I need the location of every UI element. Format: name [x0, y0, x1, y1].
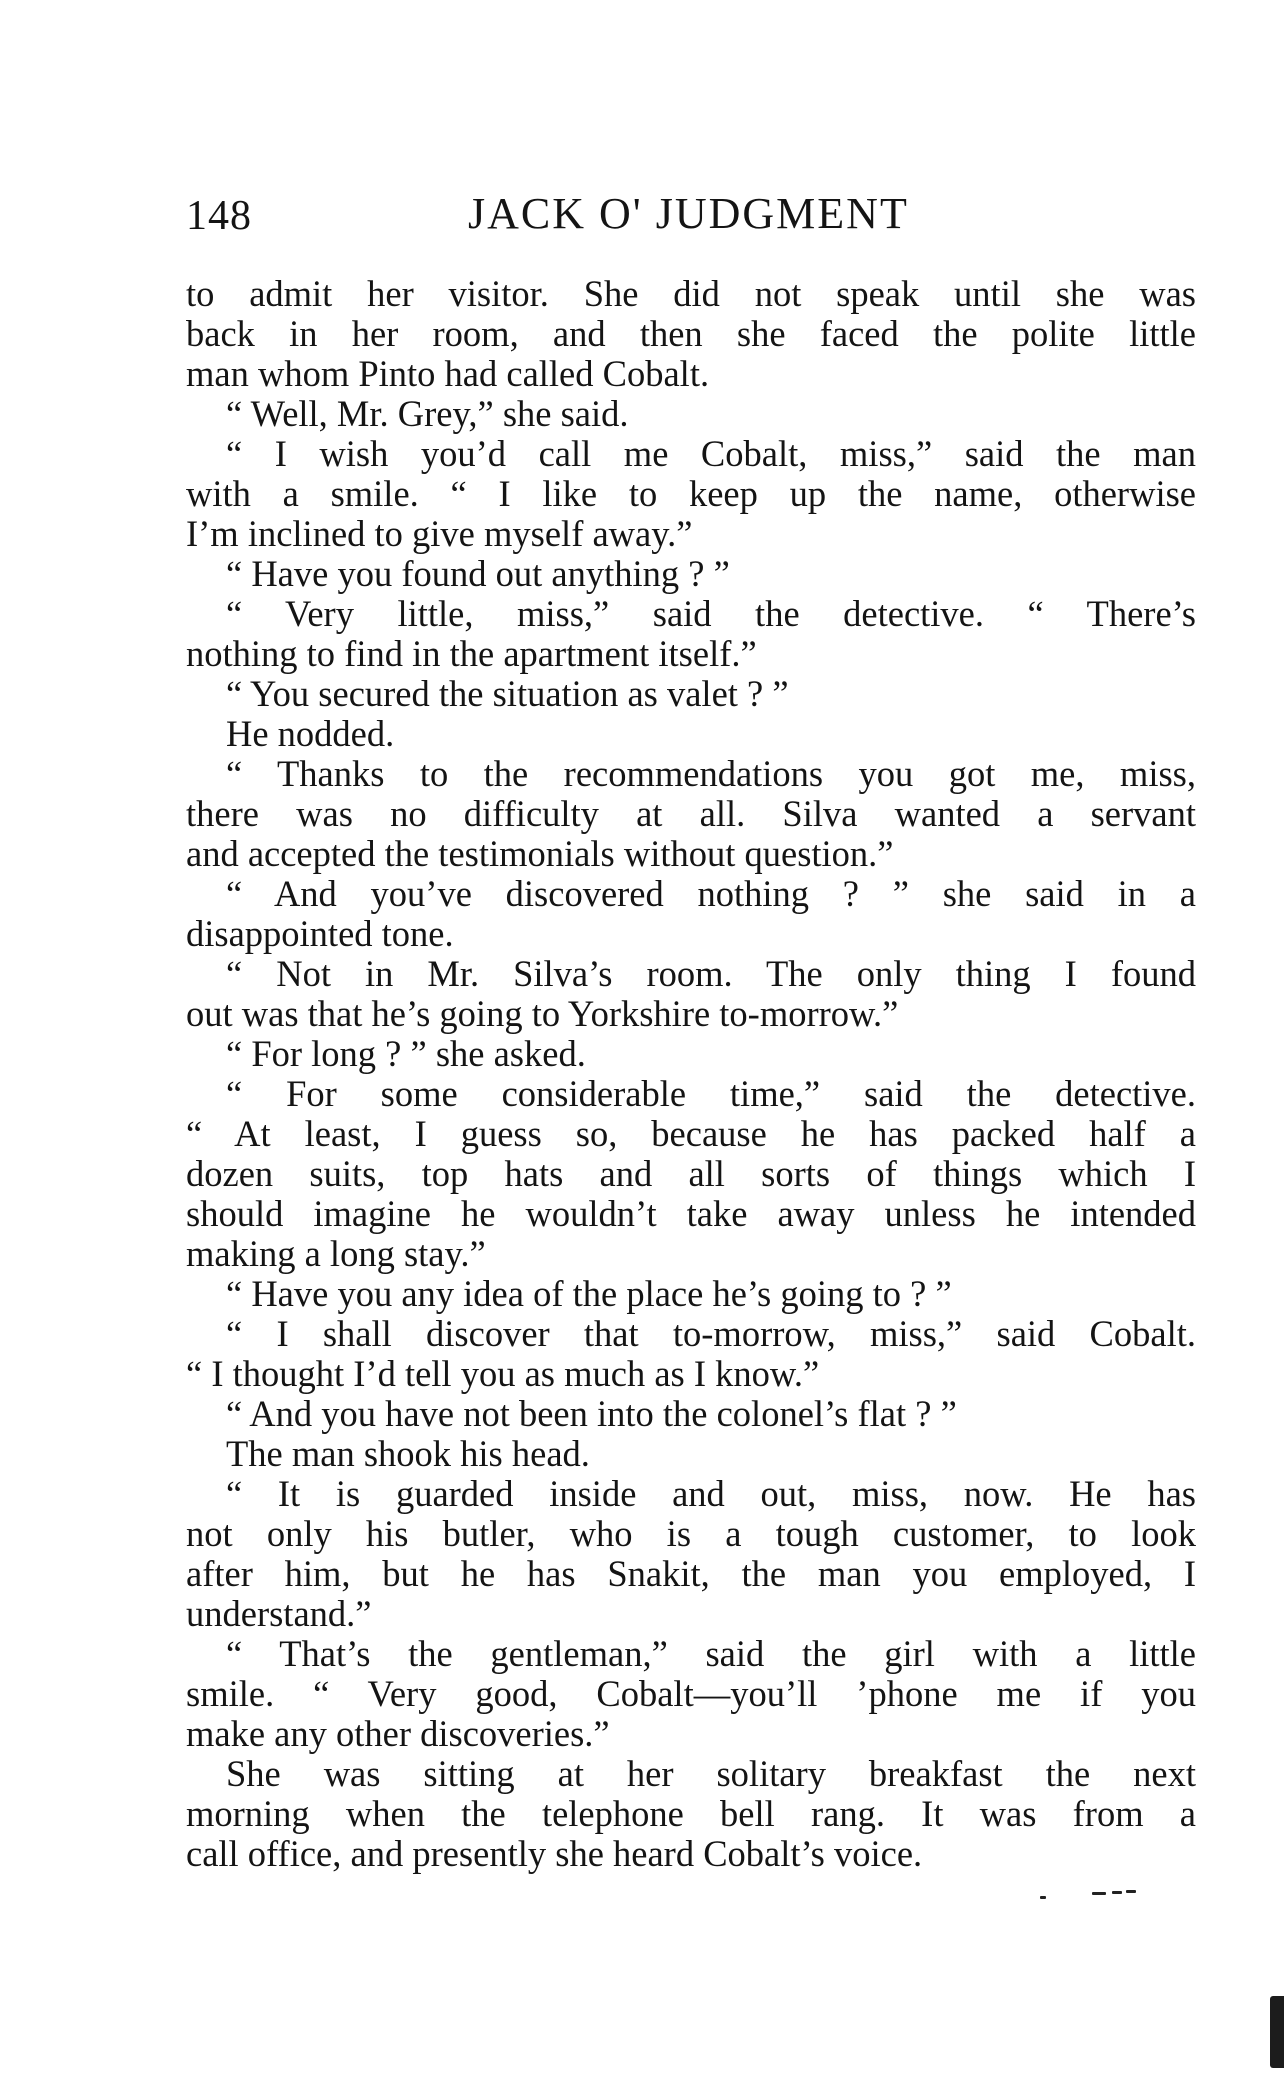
- text-line: “ Not in Mr. Silva’s room. The only thing I found: [226, 953, 1196, 994]
- text-line: there was no difficulty at all. Silva wanted a servant: [186, 793, 1196, 834]
- ink-specks: [1040, 1888, 1140, 1900]
- text-line: out was that he’s going to Yorkshire to-morrow.”: [186, 993, 899, 1034]
- text-line: “ Have you found out anything ? ”: [226, 553, 730, 594]
- page-number: 148: [186, 193, 252, 239]
- text-line: “ Thanks to the recommendations you got me, miss,: [226, 753, 1196, 794]
- text-line: not only his butler, who is a tough customer, to look: [186, 1513, 1196, 1554]
- text-line: “ Have you any idea of the place he’s going to ? ”: [226, 1273, 952, 1314]
- text-line: back in her room, and then she faced the polite little: [186, 313, 1196, 354]
- text-line: “ It is guarded inside and out, miss, now. He has: [226, 1473, 1196, 1514]
- text-line: make any other discoveries.”: [186, 1713, 610, 1754]
- text-line: “ And you’ve discovered nothing ? ” she said in a: [226, 873, 1196, 914]
- text-line: “ I shall discover that to-morrow, miss,” said Cobalt.: [226, 1313, 1196, 1354]
- text-line: man whom Pinto had called Cobalt.: [186, 353, 710, 394]
- text-line: and accepted the testimonials without question.”: [186, 833, 894, 874]
- text-line: “ For some considerable time,” said the detective.: [226, 1073, 1196, 1114]
- ink-speck: [1126, 1890, 1136, 1893]
- text-line: understand.”: [186, 1593, 372, 1634]
- text-line: “ You secured the situation as valet ? ”: [226, 673, 789, 714]
- text-line: I’m inclined to give myself away.”: [186, 513, 693, 554]
- text-line: “ That’s the gentleman,” said the girl with a little: [226, 1633, 1196, 1674]
- text-line: “ At least, I guess so, because he has packed half a: [186, 1113, 1196, 1154]
- text-line: She was sitting at her solitary breakfast the next: [226, 1753, 1196, 1794]
- running-title: JACK O' JUDGMENT: [468, 189, 909, 238]
- text-line: “ And you have not been into the colonel’s flat ? ”: [226, 1393, 957, 1434]
- text-line: call office, and presently she heard Cobalt’s voice.: [186, 1833, 923, 1874]
- ink-speck: [1092, 1892, 1106, 1895]
- text-line: The man shook his head.: [226, 1433, 590, 1474]
- text-line: disappointed tone.: [186, 913, 454, 954]
- text-line: making a long stay.”: [186, 1233, 486, 1274]
- ink-speck: [1112, 1891, 1122, 1894]
- text-line: should imagine he wouldn’t take away unless he intended: [186, 1193, 1196, 1234]
- text-line: He nodded.: [226, 713, 395, 754]
- text-line: “ For long ? ” she asked.: [226, 1033, 586, 1074]
- text-line: “ I thought I’d tell you as much as I know.”: [186, 1353, 820, 1394]
- text-line: “ I wish you’d call me Cobalt, miss,” said the man: [226, 433, 1196, 474]
- text-line: morning when the telephone bell rang. It was from a: [186, 1793, 1196, 1834]
- ink-speck: [1040, 1896, 1046, 1899]
- text-line: smile. “ Very good, Cobalt—you’ll ’phone me if you: [186, 1673, 1196, 1714]
- text-line: “ Well, Mr. Grey,” she said.: [226, 393, 629, 434]
- page-edge-mark: [1270, 1996, 1284, 2068]
- text-line: to admit her visitor. She did not speak until she was: [186, 273, 1196, 314]
- text-line: “ Very little, miss,” said the detective. “ There’s: [226, 593, 1196, 634]
- text-line: with a smile. “ I like to keep up the name, otherwise: [186, 473, 1196, 514]
- text-line: after him, but he has Snakit, the man you employed, I: [186, 1553, 1196, 1594]
- text-line: dozen suits, top hats and all sorts of things which I: [186, 1153, 1196, 1194]
- text-line: nothing to find in the apartment itself.”: [186, 633, 757, 674]
- body-text: [186, 274, 1196, 1874]
- running-header: [186, 188, 1196, 248]
